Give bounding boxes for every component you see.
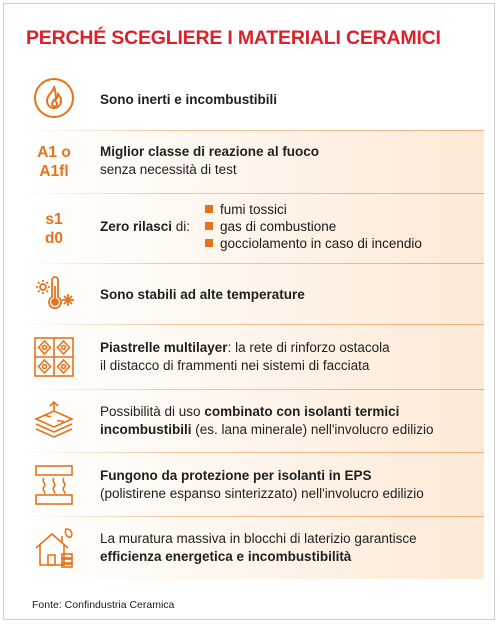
page-title: PERCHÉ SCEGLIERE I MATERIALI CERAMICI: [26, 27, 441, 49]
house-leaf-icon: [32, 526, 76, 570]
bullet-item: gocciolamento in caso di incendio: [204, 235, 422, 252]
item-text: Possibilità di uso combinato con isolanti termici incombustibili (es. lana minerale) nell'involucro edilizio: [100, 404, 434, 437]
layers-icon: [32, 399, 76, 443]
item-text: La muratura massiva in blocchi di laterizio garantisce efficienza energetica e incombustibilità: [100, 531, 417, 564]
bullet-list: [204, 201, 422, 252]
list-item: [22, 517, 484, 579]
list-item: [22, 66, 484, 130]
class-code: A1 o A1fl: [37, 144, 71, 180]
bullet-item: gas di combustione: [204, 218, 422, 235]
infographic-frame: [3, 3, 495, 620]
list-item: [22, 131, 484, 193]
class-code: s1 d0: [44, 211, 64, 247]
item-text: Sono stabili ad alte temperature: [100, 287, 305, 302]
list-item: [22, 390, 484, 452]
item-text: Zero rilasci di:: [100, 219, 191, 234]
item-text: Piastrelle multilayer: la rete di rinforzo ostacola il distacco di frammenti nei sistemi di facciata: [100, 340, 390, 373]
item-text: Sono inerti e incombustibili: [100, 92, 278, 107]
item-text: Miglior classe di reazione al fuoco senza necessità di test: [100, 144, 320, 177]
list-item: [22, 453, 484, 516]
thermometer-snowflake-icon: [32, 272, 76, 316]
source-note: Fonte: Confindustria Ceramica: [32, 599, 175, 611]
bullet-item: fumi tossici: [204, 201, 422, 218]
list-item: [22, 325, 484, 389]
heat-box-icon: [32, 463, 76, 507]
flame-icon: [32, 76, 76, 120]
item-text: Fungono da protezione per isolanti in EPS (polistirene espanso sinterizzato) nell'involucro edilizio: [100, 468, 424, 501]
tiles-icon: [32, 335, 76, 379]
list-item: [22, 194, 484, 263]
list-item: [22, 264, 484, 324]
